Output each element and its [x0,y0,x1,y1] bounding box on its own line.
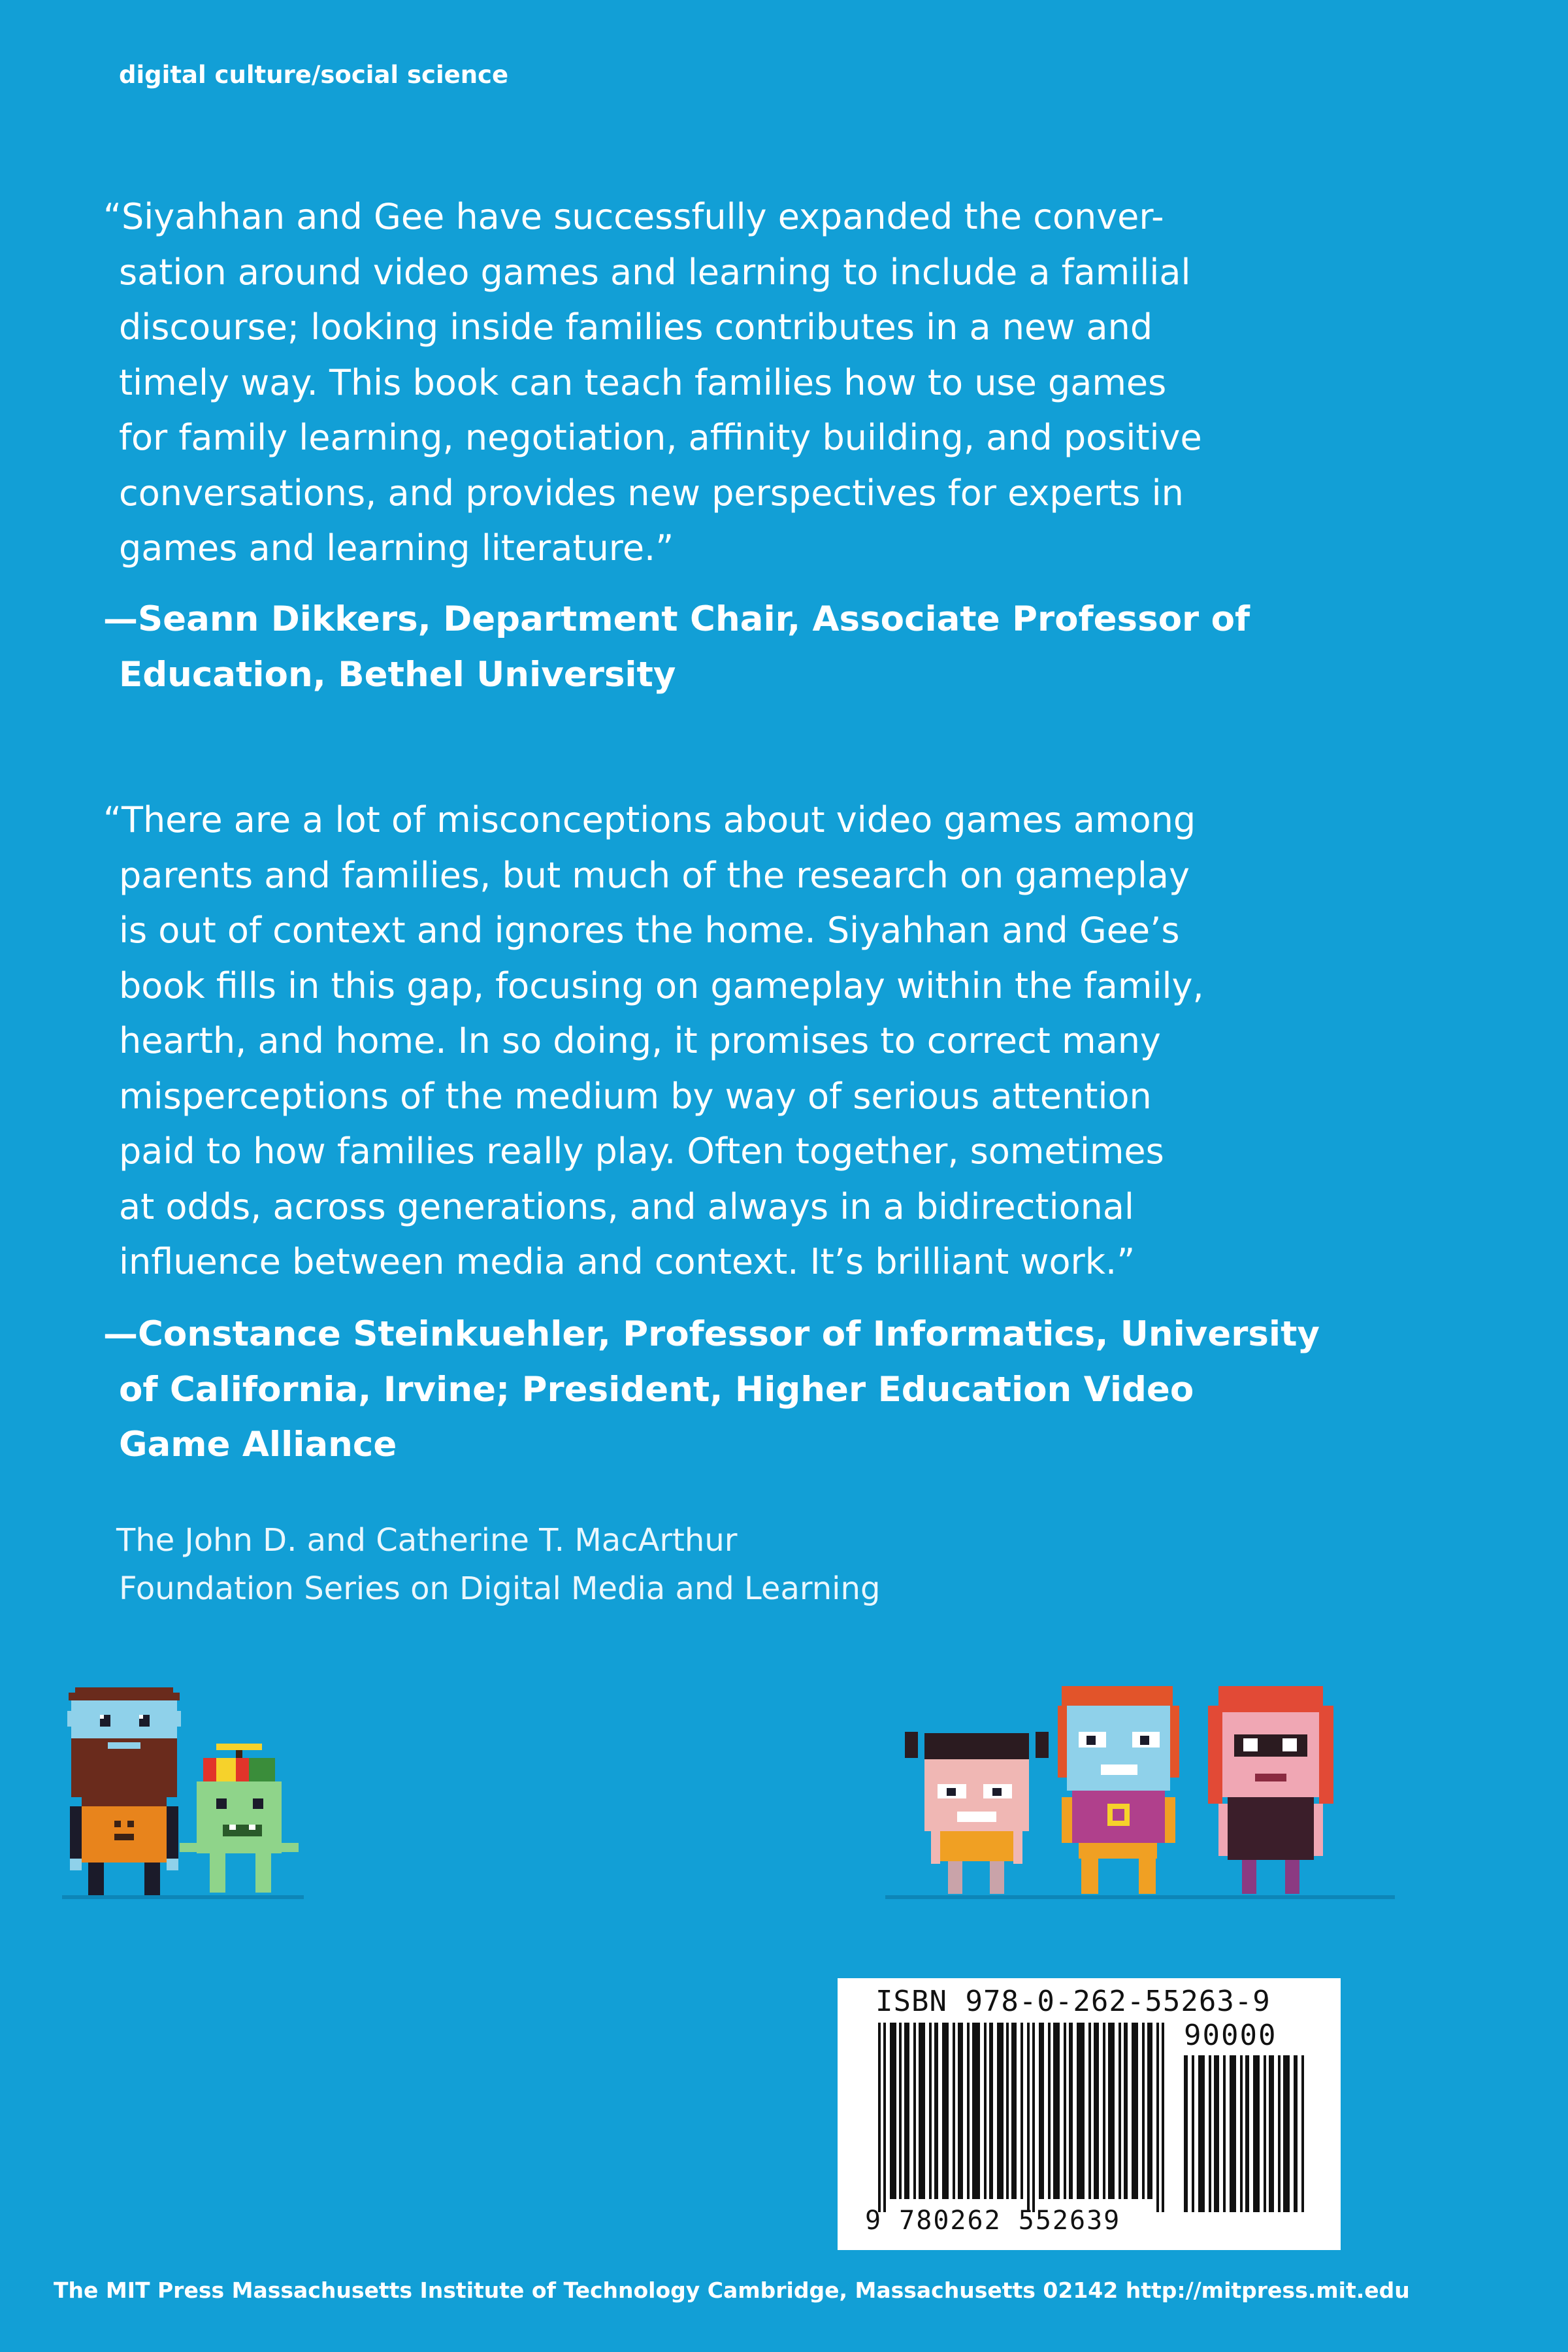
pixel-characters-left-illustration [62,1686,310,1902]
quote-line: games and learning literature.” [119,527,674,569]
price-code: 90000 [1184,2019,1277,2052]
quote-line: misperceptions of the medium by way of serious attention [119,1075,1152,1117]
quote-line: timely way. This book can teach families how to use games [119,361,1167,403]
quote-line: at odds, across generations, and always in a bidirectional [119,1185,1134,1227]
quote-line: book fills in this gap, focusing on gameplay within the family, [119,965,1204,1006]
series-credit [116,1516,880,1613]
isbn-number: ISBN 978-0-262-55263-9 [875,1985,1271,2018]
quote-line: hearth, and home. In so doing, it promises to correct many [119,1020,1161,1061]
quote-line: parents and families, but much of the research on gameplay [119,854,1190,896]
quote-line: conversations, and provides new perspectives for experts in [119,472,1184,514]
attribution-line: Game Alliance [119,1425,397,1465]
quote-line: sation around video games and learning to include a familial [119,251,1191,293]
endorsement-quote-2 [103,793,1397,1290]
quote-line: is out of context and ignores the home. Siyahhan and Gee’s [119,910,1180,951]
pixel-characters-right-illustration [885,1686,1401,1902]
quote-line: “There are a lot of misconceptions about video games among [103,799,1196,840]
quote-line: “Siyahhan and Gee have successfully expanded the conver- [103,196,1164,237]
series-line: Foundation Series on Digital Media and Learning [119,1570,881,1607]
barcode-digits: 9 780262 552639 [865,2206,1121,2236]
quote-line: for family learning, negotiation, affinity building, and positive [119,417,1202,458]
quote-line: paid to how families really play. Often together, sometimes [119,1131,1164,1172]
series-line: The John D. and Catherine T. MacArthur [116,1522,738,1559]
endorsement-attribution-2 [103,1307,1410,1473]
publisher-footer: The MIT Press Massachusetts Institute of Technology Cambridge, Massachusetts 02142 http://mitpress.mit.edu [54,2277,1410,2303]
quote-line: discourse; looking inside families contributes in a new and [119,306,1153,348]
attribution-line: of California, Irvine; President, Higher Education Video [119,1369,1194,1410]
category-label: digital culture/social science [119,61,509,89]
quote-line: influence between media and context. It’s brilliant work.” [119,1241,1135,1282]
attribution-line: Education, Bethel University [119,654,676,695]
endorsement-quote-1 [103,190,1397,576]
attribution-line: —Seann Dikkers, Department Chair, Associate Professor of [103,599,1250,639]
attribution-line: —Constance Steinkuehler, Professor of Informatics, University [103,1314,1320,1354]
endorsement-attribution-1 [103,592,1410,703]
isbn-barcode [838,1978,1341,2250]
